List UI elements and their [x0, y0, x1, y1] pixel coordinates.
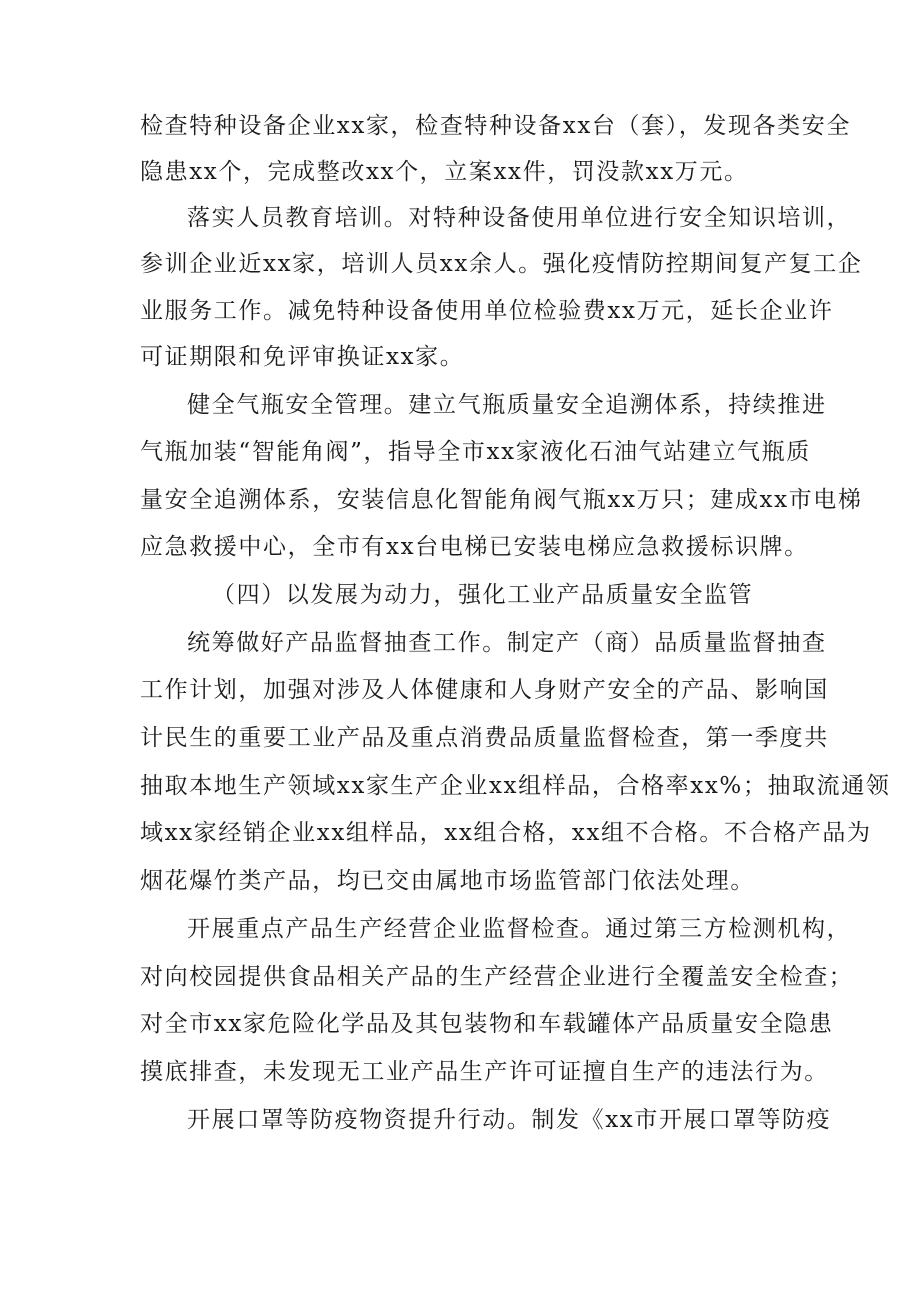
paragraph-line: 抽取本地生产领域xx家生产企业xx组样品，合格率xx%；抽取流通领: [140, 773, 891, 799]
paragraph-line: 参训企业近xx家，培训人员xx余人。强化疫情防控期间复产复工企: [140, 251, 863, 277]
paragraph-line: 隐患xx个，完成整改xx个，立案xx件，罚没款xx万元。: [140, 159, 749, 185]
paragraph-line: 对全市xx家危险化学品及其包装物和车载罐体产品质量安全隐患: [140, 1011, 834, 1037]
paragraph-line: 检查特种设备企业xx家，检查特种设备xx台（套），发现各类安全: [140, 113, 851, 139]
paragraph-line: 对向校园提供食品相关产品的生产经营企业进行全覆盖安全检查；: [140, 964, 854, 990]
paragraph-line: 计民生的重要工业产品及重点消费品质量监督检查，第一季度共: [140, 725, 829, 751]
paragraph-line: 应急救援中心，全市有xx台电梯已安装电梯应急救援标识牌。: [140, 534, 809, 560]
paragraph-line: 可证期限和免评审换证xx家。: [140, 344, 465, 370]
paragraph-line: 量安全追溯体系，安装信息化智能角阀气瓶xx万只；建成xx市电梯: [140, 487, 863, 513]
section-heading: （四）以发展为动力，强化工业产品质量安全监管: [212, 582, 754, 608]
paragraph-line: 工作计划，加强对涉及人体健康和人身财产安全的产品、影响国: [140, 677, 829, 703]
paragraph-line: 摸底排查，未发现无工业产品生产许可证擅自生产的违法行为。: [140, 1059, 829, 1085]
paragraph-line: 统筹做好产品监督抽查工作。制定产（商）品质量监督抽查: [187, 630, 827, 656]
paragraph-line: 落实人员教育培训。对特种设备使用单位进行安全知识培训，: [187, 205, 852, 231]
paragraph-line: 域xx家经销企业xx组样品，xx组合格，xx组不合格。不合格产品为: [140, 820, 872, 846]
paragraph-line: 健全气瓶安全管理。建立气瓶质量安全追溯体系，持续推进: [187, 392, 827, 418]
paragraph-line: 烟花爆竹类产品，均已交由属地市场监管部门依法处理。: [140, 868, 755, 894]
paragraph-line: 开展口罩等防疫物资提升行动。制发《xx市开展口罩等防疫: [187, 1107, 832, 1133]
paragraph-line: 开展重点产品生产经营企业监督检查。通过第三方检测机构，: [187, 916, 852, 942]
paragraph-line: 气瓶加装“智能角阀”，指导全市xx家液化石油气站建立气瓶质: [140, 439, 811, 465]
paragraph-line: 业服务工作。减免特种设备使用单位检验费xx万元，延长企业许: [140, 298, 834, 324]
